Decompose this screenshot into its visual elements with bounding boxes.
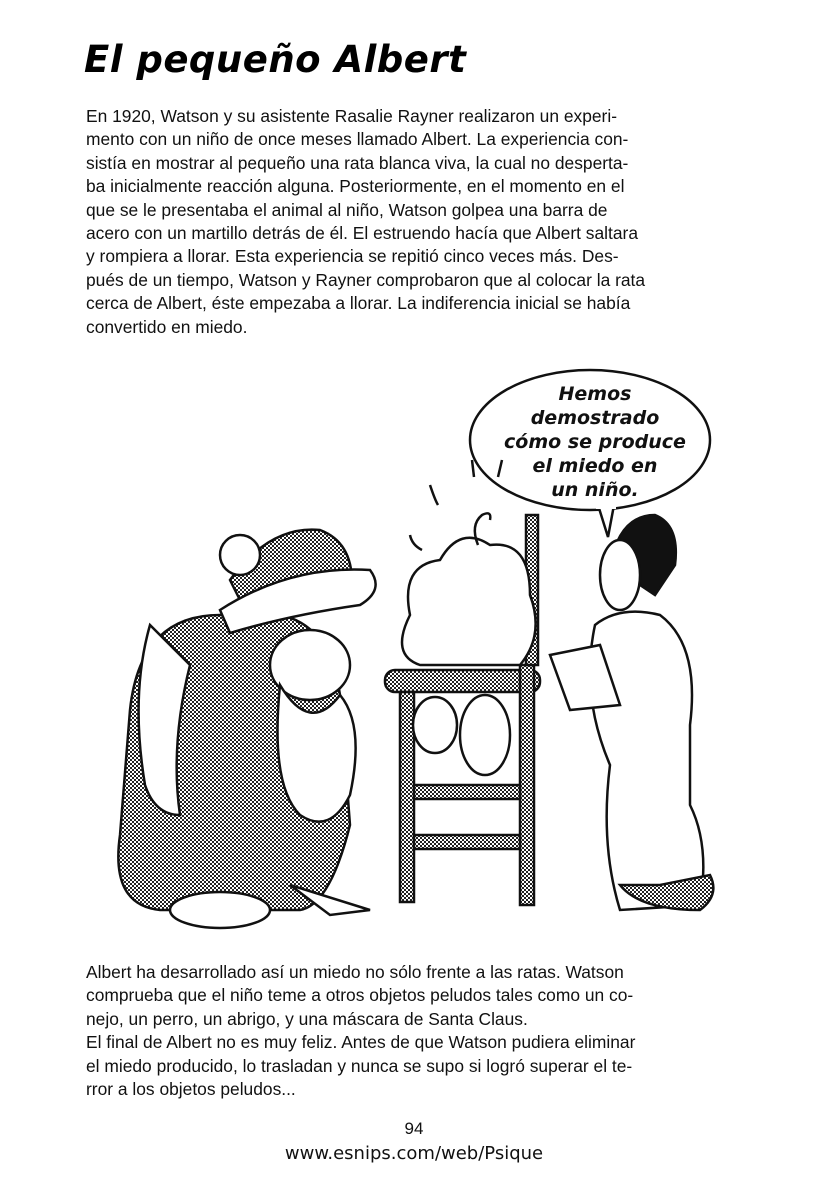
- footer-url: www.esnips.com/web/Psique: [284, 1143, 544, 1164]
- text-line: rror a los objetos peludos...: [86, 1079, 296, 1100]
- speech-line: demostrado: [530, 407, 660, 429]
- text-line: acero con un martillo detrás de él. El estruendo hacía que Albert saltara: [86, 223, 638, 244]
- woman-with-glasses-figure: [550, 515, 713, 910]
- speech-line: el miedo en: [532, 455, 658, 477]
- speech-line: un niño.: [551, 479, 639, 501]
- text-line: y rompiera a llorar. Esta experiencia se repitió cinco veces más. Des-: [86, 246, 619, 267]
- speech-bubble-text: [475, 382, 715, 502]
- text-line: mento con un niño de once meses llamado Albert. La experiencia con-: [86, 129, 629, 150]
- text-line: comprueba que el niño teme a otros objetos peludos tales como un co-: [86, 985, 634, 1006]
- text-line: pués de un tiempo, Watson y Rayner comprobaron que al colocar la rata: [86, 269, 646, 290]
- text-line: Albert ha desarrollado así un miedo no sólo frente a las ratas. Watson: [86, 962, 624, 982]
- intro-paragraph: [86, 105, 748, 339]
- speech-line: cómo se produce: [504, 431, 686, 453]
- text-line: nejo, un perro, un abrigo, y una máscara de Santa Claus.: [86, 1008, 528, 1029]
- text-line: convertido en miedo.: [86, 316, 248, 337]
- page-number: 94: [404, 1119, 424, 1138]
- text-line: En 1920, Watson y su asistente Rasalie Rayner realizaron un experi-: [86, 106, 618, 126]
- speech-line: Hemos: [558, 383, 632, 405]
- text-line: que se le presentaba el animal al niño, Watson golpea una barra de: [86, 199, 608, 220]
- text-line: sistía en mostrar al pequeño una rata blanca viva, la cual no desperta-: [86, 152, 629, 173]
- baby-in-high-chair: [385, 460, 540, 905]
- text-line: El final de Albert no es muy feliz. Antes de que Watson pudiera eliminar: [86, 1032, 636, 1053]
- text-line: ba inicialmente reacción alguna. Posteriormente, en el momento en el: [86, 176, 625, 197]
- text-line: cerca de Albert, éste empezaba a llorar. La indiferencia inicial se había: [86, 293, 631, 314]
- santa-mask-figure: [118, 530, 375, 928]
- page-title: El pequeño Albert: [84, 38, 467, 81]
- text-line: el miedo producido, lo trasladan y nunca se supo si logró superar el te-: [86, 1055, 633, 1076]
- closing-paragraph: [86, 961, 748, 1101]
